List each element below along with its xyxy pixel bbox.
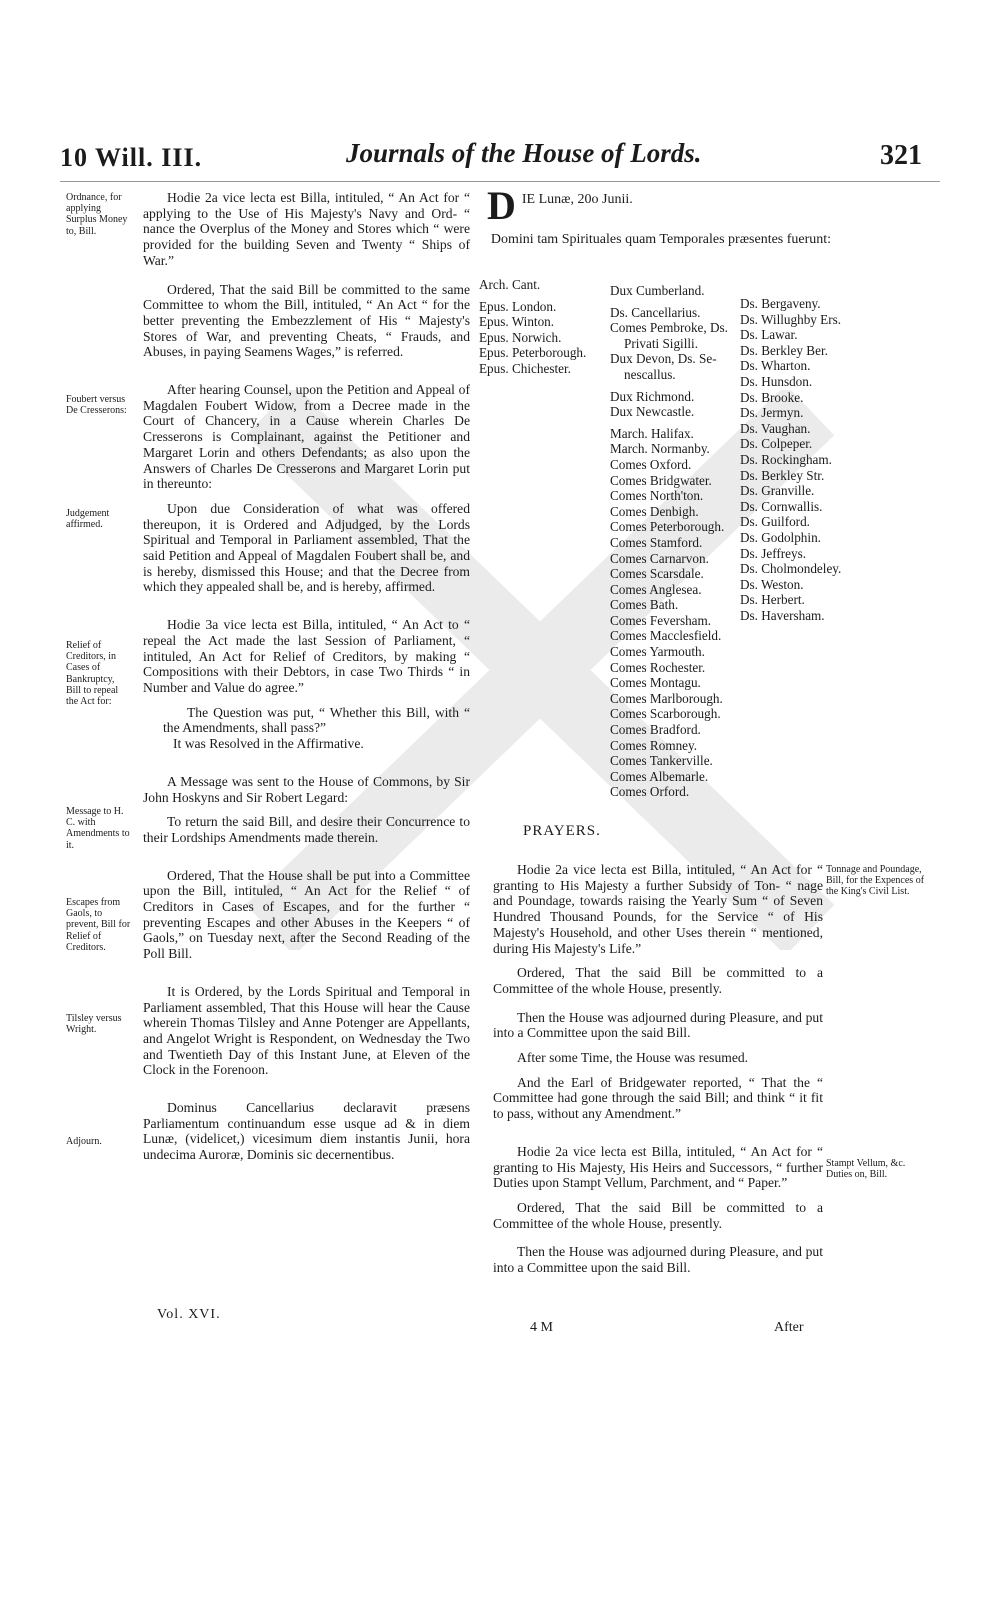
roster-entry: Epus. Chichester. xyxy=(479,360,571,376)
roster-entry: Epus. Norwich. xyxy=(479,329,562,345)
paragraph: Hodie 3a vice lecta est Billa, intituled, “ An Act to “ repeal the Act made the last Session of Parliament, “ intituled, An Act for Relief of Creditors, by making “ Compositions with their Debtors, in case Two Thirds “ in Number and Value do agree.” xyxy=(143,617,470,695)
paragraph: And the Earl of Bridgewater reported, “ That the “ Committee had gone through the said Bill; and think “ it fit to pass, without any Amendment.” xyxy=(493,1074,823,1122)
roster-entry: Comes Marlborough. xyxy=(610,690,723,706)
margin-note: Tilsley versus Wright. xyxy=(66,1013,122,1036)
roster-entry: Ds. Colpeper. xyxy=(740,436,813,452)
roster-entry: Comes Montagu. xyxy=(610,675,701,691)
paragraph: Ordered, That the said Bill be committed to a Committee of the whole House, presently. xyxy=(493,965,823,996)
roster-entry: Comes Rochester. xyxy=(610,659,706,675)
presence-line: Domini tam Spirituales quam Temporales præsentes fuerunt: xyxy=(490,232,832,247)
sitting-date: IE Lunæ, 20o Junii. xyxy=(521,192,633,207)
roster-entry: Ds. Cholmondeley. xyxy=(740,561,842,577)
roster-entry: Ds. Cancellarius. xyxy=(610,304,701,320)
roster-entry: Comes Tankerville. xyxy=(610,753,713,769)
roster-entry: Ds. Berkley Ber. xyxy=(740,342,828,358)
roster-entry: Comes Bridgwater. xyxy=(610,472,712,488)
paragraph: Ordered, That the House shall be put into a Committee upon the Bill, intituled, “ An Act for the Relief “ of Creditors in Cases of Escapes, and for the further “ preventing Escapes and other Abuses in the Keepers “ of Gaols,” on Tuesday next, after the Second Reading of the Poll Bill. xyxy=(143,867,470,962)
sitting-heading xyxy=(487,183,827,228)
roster-entry: Ds. Jeffreys. xyxy=(740,545,807,561)
paragraph: Then the House was adjourned during Pleasure, and put into a Committee upon the said Bill. xyxy=(493,1009,823,1041)
roster-entry: Ds. Weston. xyxy=(740,576,804,592)
roster-entry: Comes Orford. xyxy=(610,784,690,800)
drop-cap: D xyxy=(487,183,516,228)
roster-entry: Dux Newcastle. xyxy=(610,404,695,420)
paragraph: To return the said Bill, and desire their Concurrence to their Lordships Amendments made therein. xyxy=(143,814,470,845)
barons-list xyxy=(740,296,841,623)
roster-entry: March. Normanby. xyxy=(610,441,710,457)
margin-note: Escapes from Gaols, to prevent, Bill for Relief of Creditors. xyxy=(66,897,131,953)
margin-note: Relief of Creditors, in Cases of Bankruptcy, Bill to repeal the Act for: xyxy=(66,640,119,708)
roster-entry: Comes Denbigh. xyxy=(610,503,699,519)
roster-entry: Ds. Rockingham. xyxy=(740,451,832,467)
roster-entry: Epus. Winton. xyxy=(479,314,555,330)
roster-entry: Ds. Hunsdon. xyxy=(740,373,813,389)
margin-note: Tonnage and Poundage, Bill, for the Expences of the King's Civil List. xyxy=(826,864,925,898)
header-rule xyxy=(60,181,940,182)
roster-entry: Ds. Vaughan. xyxy=(740,420,811,436)
roster-entry: Ds. Bergaveny. xyxy=(740,296,821,311)
roster-entry: Comes North'ton. xyxy=(610,488,704,504)
roster-entry: Comes Macclesfield. xyxy=(610,628,722,644)
roster-entry: Comes Peterborough. xyxy=(610,519,725,535)
roster-entry: Epus. London. xyxy=(479,298,557,314)
paragraph: After hearing Counsel, upon the Petition and Appeal of Magdalen Foubert Widow, from a Decree made in the Court of Chancery, in a Cause wherein Charles De Cresserons is Complainant, against the Petitioner and Margaret Lorin and others Defendants; as also upon the Answers of Charles De Cresserons and Margaret Lorin put in thereunto: xyxy=(143,382,470,492)
roster-entry: Ds. Cornwallis. xyxy=(740,498,823,514)
volume-number: Vol. XVI. xyxy=(157,1307,221,1322)
paragraph: Dominus Cancellarius declaravit præsens Parliamentum continuandum esse usque ad & in diem Lunæ, (videlicet,) vicesimum diem instantis Junii, hora undecima Auroræ, Dominis sic decernentibus. xyxy=(143,1100,470,1163)
roster-entry: nescallus. xyxy=(624,366,676,382)
roster-entry: Privati Sigilli. xyxy=(624,335,699,351)
roster-entry: Ds. Berkley Str. xyxy=(740,467,825,483)
roster-entry: Comes Stamford. xyxy=(610,534,703,550)
left-column xyxy=(143,190,470,1163)
paragraph: Upon due Consideration of what was offered thereupon, it is Ordered and Adjudged, by the Lords Spiritual and Temporal in Parliament assembled, That the said Petition and Appeal of Magdalen Foubert shall be, and is hereby, dismissed this House; and that the Decree from which they appealed shall be, and is hereby, affirmed. xyxy=(143,500,470,595)
margin-note: Foubert versus De Cresserons: xyxy=(66,394,127,417)
paragraph: Hodie 2a vice lecta est Billa, intituled, “ An Act for “ granting to His Majesty, His Heirs and Successors, “ further Duties upon Stampt Vellum, Parchment, and “ Paper.” xyxy=(493,1143,823,1191)
roster-entry: Comes Scarsdale. xyxy=(610,566,704,582)
roster-entry: Comes Romney. xyxy=(610,737,698,753)
paragraph: Ordered, That the said Bill be committed to a Committee of the whole House, presently. xyxy=(493,1199,823,1231)
prayers-heading: PRAYERS. xyxy=(523,823,601,839)
paragraph: It was Resolved in the Affirmative. xyxy=(173,736,364,752)
roster-entry: Arch. Cant. xyxy=(479,277,541,292)
roster-entry: Comes Scarborough. xyxy=(610,706,721,722)
paragraph: The Question was put, “ Whether this Bill, with “ the Amendments, shall pass?” xyxy=(163,704,470,736)
roster-entry: Ds. Jermyn. xyxy=(740,405,804,421)
roster-entry: Comes Bath. xyxy=(610,597,679,613)
roster-entry: Comes Feversham. xyxy=(610,612,712,628)
catchword: After xyxy=(774,1320,804,1335)
roster-entry: Comes Bradford. xyxy=(610,722,701,738)
paragraph: A Message was sent to the House of Commons, by Sir John Hoskyns and Sir Robert Legard: xyxy=(143,773,470,805)
roster-entry: Epus. Peterborough. xyxy=(479,345,587,361)
roster-entry: Comes Yarmouth. xyxy=(610,644,705,660)
margin-note: Stampt Vellum, &c. Duties on, Bill. xyxy=(826,1158,906,1181)
peers-list xyxy=(610,283,728,800)
volume-regnal-year: 10 Will. III. xyxy=(60,143,203,172)
roster-entry: Ds. Godolphin. xyxy=(740,529,821,545)
signature-mark: 4 M xyxy=(530,1320,553,1335)
bishops-list xyxy=(479,277,586,377)
page-title: Journals of the House of Lords. xyxy=(346,138,702,168)
roster-entry: Ds. Willughby Ers. xyxy=(740,311,842,327)
margin-note: Ordnance, for applying Surplus Money to, Bill. xyxy=(66,192,128,237)
roster-entry: Comes Oxford. xyxy=(610,456,692,472)
paragraph: Then the House was adjourned during Pleasure, and put into a Committee upon the said Bill. xyxy=(493,1244,823,1276)
margin-note: Message to H. C. with Amendments to it. xyxy=(66,806,130,851)
roster-entry: Dux Cumberland. xyxy=(610,283,705,298)
roster-entry: Comes Carnarvon. xyxy=(610,550,709,566)
roster-entry: Comes Albemarle. xyxy=(610,768,709,784)
roster-entry: Ds. Lawar. xyxy=(740,327,798,343)
roster-entry: Dux Richmond. xyxy=(610,388,695,404)
roster-entry: Ds. Herbert. xyxy=(740,592,805,608)
roster-entry: Ds. Brooke. xyxy=(740,389,804,405)
roster-entry: Ds. Wharton. xyxy=(740,358,811,374)
roster-entry: Ds. Guilford. xyxy=(740,514,810,530)
paragraph: Hodie 2a vice lecta est Billa, intituled, “ An Act for “ granting to His Majesty a further Subsidy of Ton- “ nage and Poundage, towards raising the Yearly Sum “ of Seven Hundred Thousand Pounds, for the Service “ of His Majesty's Household, and other Uses therein “ mentioned, during His Majesty's Life.” xyxy=(493,862,823,956)
roster-entry: Dux Devon, Ds. Se- xyxy=(610,351,717,367)
page-number: 321 xyxy=(880,140,922,171)
roster-entry: Ds. Granville. xyxy=(740,483,815,499)
paragraph: Hodie 2a vice lecta est Billa, intituled, “ An Act for “ applying to the Use of His Majesty's Navy and Ord- “ nance the Overplus of the Money and Stores which “ were provided for the building Seven and Twenty “ Ships of War.” xyxy=(143,190,470,268)
paragraph: After some Time, the House was resumed. xyxy=(517,1050,749,1066)
paragraph: Ordered, That the said Bill be committed to the same Committee to whom the Bill, intituled, “ An Act “ for the better preventing the Embezzlement of His “ Majesty's Stores of War, and preventing Cheats, “ Frauds, and Abuses, in paying Seamens Wages,” is referred. xyxy=(143,281,470,360)
roster-entry: Ds. Haversham. xyxy=(740,607,825,623)
roster-entry: March. Halifax. xyxy=(610,425,694,441)
roster-entry: Comes Anglesea. xyxy=(610,581,702,597)
margin-note: Judgement affirmed. xyxy=(66,508,110,531)
paragraph: It is Ordered, by the Lords Spiritual and Temporal in Parliament assembled, That this House will hear the Cause wherein Thomas Tilsley and Anne Potenger are Appellants, and Angelot Wright is Respondent, on Wednesday the Two and Twentieth Day of this Instant June, at Eleven of the Clock in the Forenoon. xyxy=(143,983,470,1078)
right-column-text xyxy=(493,862,823,1276)
margin-note: Adjourn. xyxy=(66,1136,102,1147)
roster-entry: Comes Pembroke, Ds. xyxy=(610,320,728,336)
